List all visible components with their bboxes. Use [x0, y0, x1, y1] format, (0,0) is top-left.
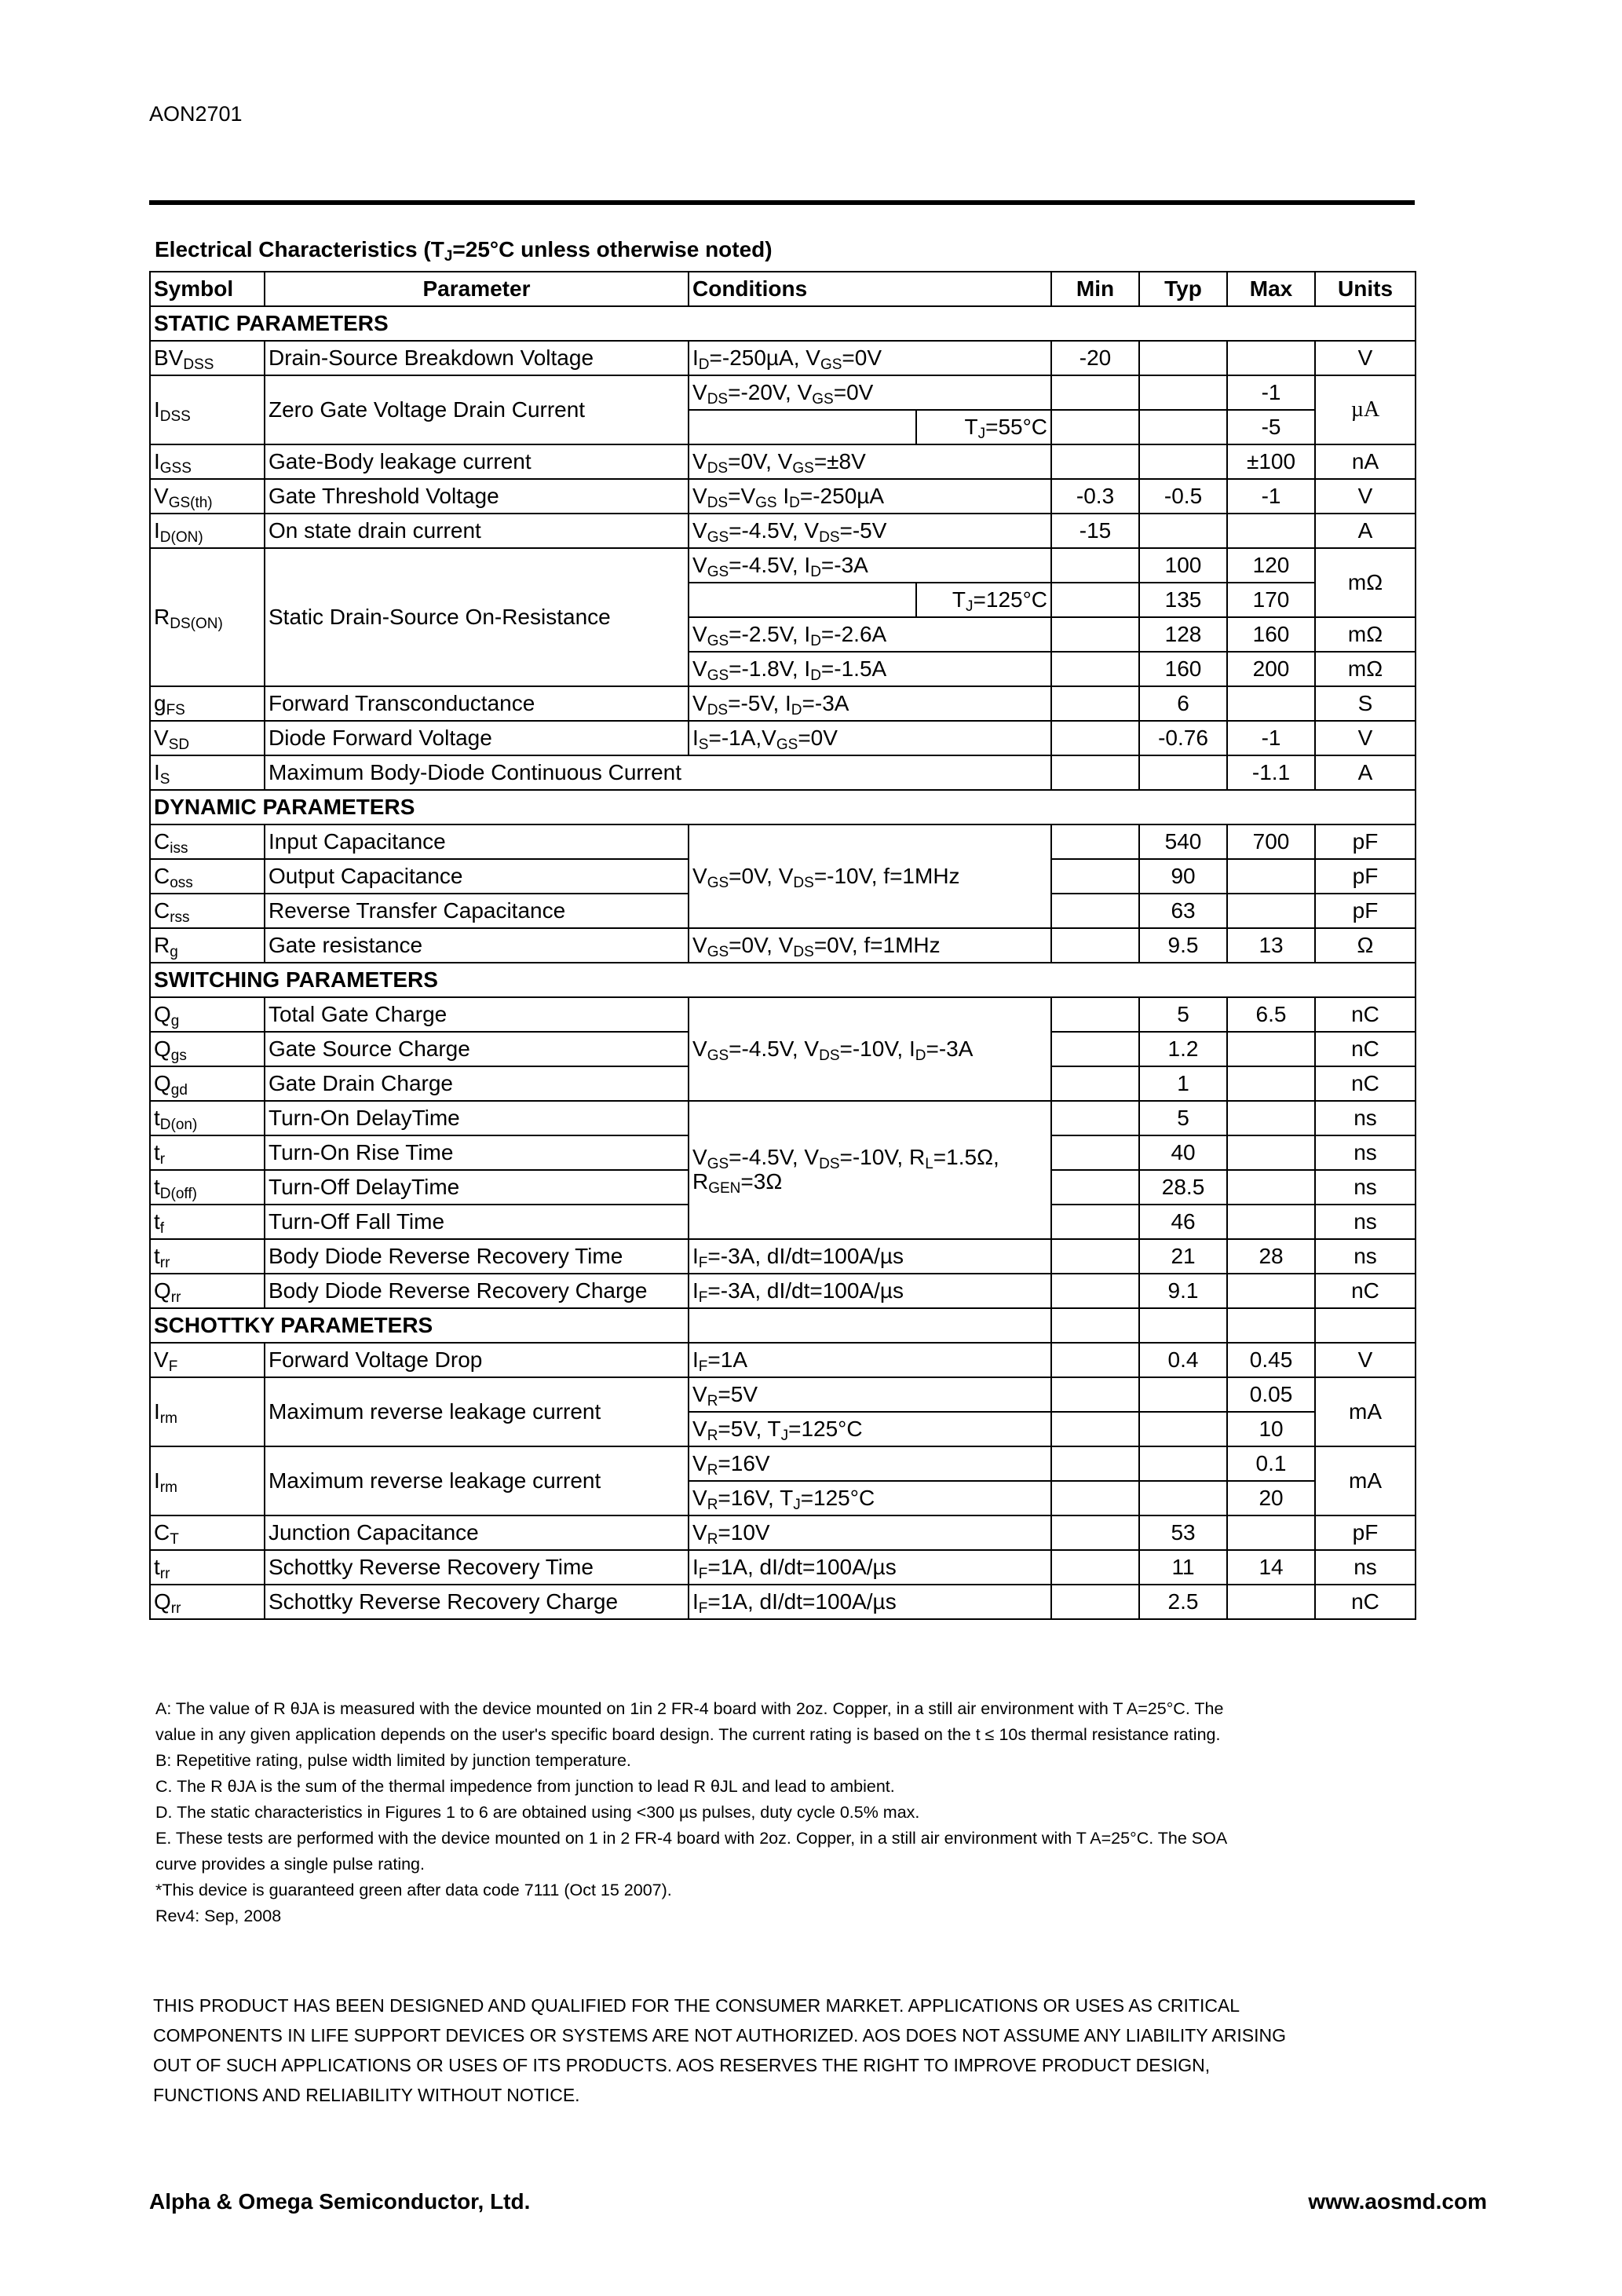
table-cell: $V_R=5V$, $T_J=125^\circ C$ [689, 1412, 1051, 1446]
table-cell: 135 [1139, 583, 1227, 617]
footer-company: Alpha & Omega Semiconductor, Ltd. [149, 2189, 531, 2214]
row-idon [150, 514, 1416, 548]
table-cell: 46 [1139, 1205, 1227, 1239]
table-cell: $V_{DS}=0V$, $V_{GS}=\pm 8V$ [689, 444, 1051, 479]
table-cell: ns [1315, 1205, 1416, 1239]
table-cell [1051, 1308, 1139, 1343]
table-cell: $V_R=16V$, $T_J=125^\circ C$ [689, 1481, 1051, 1515]
row-rg [150, 928, 1416, 963]
table-cell: V [1315, 479, 1416, 514]
table-cell: $C_T$ [150, 1515, 265, 1550]
table-cell: -1 [1227, 721, 1315, 755]
table-cell: $Q_{gd}$ [150, 1066, 265, 1101]
row-gfs [150, 686, 1416, 721]
table-cell [1139, 1481, 1227, 1515]
table-cell [1051, 444, 1139, 479]
table-cell: SCHOTTKY PARAMETERS [150, 1308, 689, 1343]
table-cell: $V_{DS}=V_{GS}$ $I_D=-250\mu A$ [689, 479, 1051, 514]
table-cell [1139, 1308, 1227, 1343]
table-cell [1051, 755, 1139, 790]
table-cell: On state drain current [265, 514, 689, 548]
table-cell: 53 [1139, 1515, 1227, 1550]
table-cell: -0.3 [1051, 479, 1139, 514]
row-is [150, 755, 1416, 790]
table-cell [1051, 617, 1139, 652]
table-cell: µA [1315, 375, 1416, 444]
table-cell: 100 [1139, 548, 1227, 583]
table-cell: nC [1315, 1274, 1416, 1308]
table-cell: $I_{GSS}$ [150, 444, 265, 479]
table-cell [1227, 1066, 1315, 1101]
table-cell: ±100 [1227, 444, 1315, 479]
table-cell: Maximum reverse leakage current [265, 1377, 689, 1446]
table-cell [1227, 1032, 1315, 1066]
table-cell: $V_{DS}=-5V$, $I_D=-3A$ [689, 686, 1051, 721]
col-min: Min [1051, 272, 1139, 306]
table-cell [1051, 824, 1139, 859]
table-cell: $V_{GS}=-4.5V$, $V_{DS}=-10V$, $I_D=-3A$ [689, 997, 1051, 1101]
table-cell: nC [1315, 1032, 1416, 1066]
table-cell: $BV_{DSS}$ [150, 341, 265, 375]
table-cell: A [1315, 755, 1416, 790]
table-cell: $I_{DSS}$ [150, 375, 265, 444]
table-cell [1139, 514, 1227, 548]
table-cell: $R_{DS(ON)}$ [150, 548, 265, 686]
table-cell: Zero Gate Voltage Drain Current [265, 375, 689, 444]
table-cell: nA [1315, 444, 1416, 479]
table-cell: -5 [1227, 410, 1315, 444]
table-cell: 6 [1139, 686, 1227, 721]
table-cell: Gate Source Charge [265, 1032, 689, 1066]
table-cell: $Q_g$ [150, 997, 265, 1032]
table-cell: $t_{rr}$ [150, 1239, 265, 1274]
table-cell: 160 [1227, 617, 1315, 652]
table-cell: ns [1315, 1101, 1416, 1135]
table-cell: $V_R=5V$ [689, 1377, 1051, 1412]
row-bvdss [150, 341, 1416, 375]
table-cell: $I_F=1A$, dI/dt=100A/µs [689, 1585, 1051, 1619]
note-line: D. The static characteristics in Figures 1 to 6 are obtained using <300 µs pulses, duty cycle 0.5% max. [155, 1803, 920, 1822]
table-cell [1051, 1239, 1139, 1274]
table-cell: -0.5 [1139, 479, 1227, 514]
table-cell: STATIC PARAMETERS [150, 306, 1416, 341]
row-vgsth [150, 479, 1416, 514]
table-cell: $I_F=-3A$, dI/dt=100A/µs [689, 1274, 1051, 1308]
table-cell [1051, 1170, 1139, 1205]
table-cell: 13 [1227, 928, 1315, 963]
table-cell [1051, 375, 1139, 410]
table-cell [1051, 894, 1139, 928]
disclaimer: THIS PRODUCT HAS BEEN DESIGNED AND QUALIFIED FOR THE CONSUMER MARKET. APPLICATIONS OR USES AS CRITICAL COMPONENTS IN LIFE SUPPORT DEVICES OR SYSTEMS ARE NOT AUTHORIZED. AOS DOES NOT ASSUME ANY LIABILITY ARISING OUT OF SUCH APPLICATIONS OR USES OF ITS PRODUCTS. AOS RESERVES THE RIGHT TO IMPROVE PRODUCT DESIGN, FUNCTIONS AND RELIABILITY WITHOUT NOTICE. [153, 1995, 1286, 2105]
table-cell: 0.45 [1227, 1343, 1315, 1377]
row-irm1-a [150, 1377, 1416, 1412]
table-cell: Body Diode Reverse Recovery Charge [265, 1274, 689, 1308]
table-cell: $I_F=-3A$, dI/dt=100A/µs [689, 1239, 1051, 1274]
table-cell: -1 [1227, 479, 1315, 514]
note-line: B: Repetitive rating, pulse width limited by junction temperature. [155, 1751, 631, 1770]
table-cell: 170 [1227, 583, 1315, 617]
table-cell: 200 [1227, 652, 1315, 686]
table-cell: 40 [1139, 1135, 1227, 1170]
table-cell: Turn-On DelayTime [265, 1101, 689, 1135]
note-line: Rev4: Sep, 2008 [155, 1907, 282, 1925]
table-cell: Output Capacitance [265, 859, 689, 894]
table-cell: 28.5 [1139, 1170, 1227, 1205]
table-cell [1227, 894, 1315, 928]
table-cell: 90 [1139, 859, 1227, 894]
table-cell [1227, 1205, 1315, 1239]
table-cell: Gate resistance [265, 928, 689, 963]
table-cell: Turn-Off Fall Time [265, 1205, 689, 1239]
table-cell: $t_f$ [150, 1205, 265, 1239]
table-cell: Input Capacitance [265, 824, 689, 859]
table-cell [1051, 410, 1139, 444]
table-cell [1051, 1446, 1139, 1481]
table-cell: 2.5 [1139, 1585, 1227, 1619]
table-cell: 0.1 [1227, 1446, 1315, 1481]
row-idss [150, 375, 1416, 410]
table-cell: -1.1 [1227, 755, 1315, 790]
table-cell [1051, 859, 1139, 894]
table-cell: $R_g$ [150, 928, 265, 963]
table-cell: -15 [1051, 514, 1139, 548]
table-cell: Schottky Reverse Recovery Charge [265, 1585, 689, 1619]
table-cell: 5 [1139, 997, 1227, 1032]
row-irm2-a [150, 1446, 1416, 1481]
table-cell: V [1315, 721, 1416, 755]
table-cell: $V_{GS}=-4.5V$, $V_{DS}=-5V$ [689, 514, 1051, 548]
table-cell [1139, 1377, 1227, 1412]
table-cell [1139, 341, 1227, 375]
table-cell: 9.5 [1139, 928, 1227, 963]
table-cell [1139, 444, 1227, 479]
table-cell [1051, 1550, 1139, 1585]
col-parameter: Parameter [265, 272, 689, 306]
table-cell: 1 [1139, 1066, 1227, 1101]
table-cell: 9.1 [1139, 1274, 1227, 1308]
table-cell [1051, 1481, 1139, 1515]
table-cell [1051, 652, 1139, 686]
row-tdon [150, 1101, 1416, 1135]
note-line: E. These tests are performed with the device mounted on 1 in 2 FR-4 board with 2oz. Copper, in a still air environment with T A=25°C. The SOA [155, 1829, 1228, 1848]
table-cell: $V_{GS(th)}$ [150, 479, 265, 514]
table-cell: S [1315, 686, 1416, 721]
table-cell [1051, 721, 1139, 755]
table-cell: -0.76 [1139, 721, 1227, 755]
table-cell: $g_{FS}$ [150, 686, 265, 721]
table-cell: Gate-Body leakage current [265, 444, 689, 479]
table-cell: $Q_{rr}$ [150, 1585, 265, 1619]
table-cell [689, 583, 916, 617]
table-cell: Gate Drain Charge [265, 1066, 689, 1101]
table-cell: $C_{rss}$ [150, 894, 265, 928]
table-cell: $I_D=-250\mu A$, $V_{GS}=0V$ [689, 341, 1051, 375]
table-cell: 21 [1139, 1239, 1227, 1274]
table-cell: $I_{rm}$ [150, 1446, 265, 1515]
col-units: Units [1315, 272, 1416, 306]
table-cell [1139, 1446, 1227, 1481]
table-cell: $I_{D(ON)}$ [150, 514, 265, 548]
note-line: A: The value of R θJA is measured with the device mounted on 1in 2 FR-4 board with 2oz. Copper, in a still air environment with T A=25°C. The [155, 1699, 1224, 1718]
table-cell [1051, 928, 1139, 963]
row-qrr-schottky [150, 1585, 1416, 1619]
section-schottky [150, 1308, 1416, 1343]
table-header-row [150, 272, 1416, 306]
table-cell: nC [1315, 1585, 1416, 1619]
table-cell [1315, 1308, 1416, 1343]
table-cell: $T_J=125^\circ C$ [916, 583, 1051, 617]
table-cell: $Q_{rr}$ [150, 1274, 265, 1308]
table-cell [1051, 1515, 1139, 1550]
table-cell: $V_{GS}=-2.5V$, $I_D=-2.6A$ [689, 617, 1051, 652]
table-cell: $C_{iss}$ [150, 824, 265, 859]
table-cell [1139, 755, 1227, 790]
table-cell: nC [1315, 1066, 1416, 1101]
table-cell: 0.05 [1227, 1377, 1315, 1412]
table-cell: $V_{GS}=0V$, $V_{DS}=0V$, f=1MHz [689, 928, 1051, 963]
table-cell [1139, 410, 1227, 444]
table-cell: $C_{oss}$ [150, 859, 265, 894]
table-cell: $t_r$ [150, 1135, 265, 1170]
table-cell: 160 [1139, 652, 1227, 686]
table-cell [1227, 514, 1315, 548]
table-cell [1051, 1205, 1139, 1239]
table-cell [1227, 341, 1315, 375]
col-typ: Typ [1139, 272, 1227, 306]
table-cell: Turn-Off DelayTime [265, 1170, 689, 1205]
table-cell: pF [1315, 1515, 1416, 1550]
table-cell: 700 [1227, 824, 1315, 859]
table-cell: mΩ [1315, 617, 1416, 652]
table-cell: Turn-On Rise Time [265, 1135, 689, 1170]
table-cell [1051, 997, 1139, 1032]
table-cell: nC [1315, 997, 1416, 1032]
table-cell: Total Gate Charge [265, 997, 689, 1032]
table-cell: 28 [1227, 1239, 1315, 1274]
table-cell: Diode Forward Voltage [265, 721, 689, 755]
table-cell [1051, 1274, 1139, 1308]
table-cell [1051, 1101, 1139, 1135]
row-vf [150, 1343, 1416, 1377]
table-cell [1051, 1343, 1139, 1377]
table-cell: mA [1315, 1446, 1416, 1515]
col-conditions: Conditions [689, 272, 1051, 306]
table-cell [1051, 686, 1139, 721]
table-cell: pF [1315, 894, 1416, 928]
table-cell: Junction Capacitance [265, 1515, 689, 1550]
table-cell: 20 [1227, 1481, 1315, 1515]
table-cell: V [1315, 1343, 1416, 1377]
table-cell [1051, 1066, 1139, 1101]
col-max: Max [1227, 272, 1315, 306]
table-cell [1051, 1032, 1139, 1066]
row-trr-schottky [150, 1550, 1416, 1585]
footer-url[interactable]: www.aosmd.com [1308, 2189, 1487, 2214]
table-cell: $I_F=1A$ [689, 1343, 1051, 1377]
table-cell: V [1315, 341, 1416, 375]
table-cell: $V_R=16V$ [689, 1446, 1051, 1481]
table-cell: mA [1315, 1377, 1416, 1446]
col-symbol: Symbol [150, 272, 265, 306]
table-cell [1227, 1170, 1315, 1205]
table-cell [1051, 548, 1139, 583]
table-cell: 10 [1227, 1412, 1315, 1446]
table-cell: pF [1315, 824, 1416, 859]
table-cell: 128 [1139, 617, 1227, 652]
table-cell: Reverse Transfer Capacitance [265, 894, 689, 928]
table-cell: Forward Voltage Drop [265, 1343, 689, 1377]
table-cell [1227, 1101, 1315, 1135]
section-switching [150, 963, 1416, 997]
electrical-characteristics-table [149, 271, 1416, 1620]
table-cell: 120 [1227, 548, 1315, 583]
table-cell: Static Drain-Source On-Resistance [265, 548, 689, 686]
table-cell: mΩ [1315, 548, 1416, 617]
table-cell: Schottky Reverse Recovery Time [265, 1550, 689, 1585]
table-cell: $t_{D(off)}$ [150, 1170, 265, 1205]
table-cell [689, 410, 916, 444]
table-cell: -1 [1227, 375, 1315, 410]
table-cell [1051, 1585, 1139, 1619]
table-cell: $I_F=1A$, dI/dt=100A/µs [689, 1550, 1051, 1585]
table-cell: 540 [1139, 824, 1227, 859]
table-cell: $I_S=-1A,V_{GS}=0V$ [689, 721, 1051, 755]
table-cell [1227, 686, 1315, 721]
table-cell [1227, 1585, 1315, 1619]
table-cell [1051, 1412, 1139, 1446]
table-cell: ns [1315, 1239, 1416, 1274]
table-cell: 14 [1227, 1550, 1315, 1585]
table-cell: SWITCHING PARAMETERS [150, 963, 1416, 997]
table-cell: $V_{GS}=-4.5V$, $V_{DS}=-10V$, $R_L=1.5\Omega$, $R_{GEN}=3\Omega$ [689, 1101, 1051, 1239]
table-cell: 5 [1139, 1101, 1227, 1135]
row-qg [150, 997, 1416, 1032]
table-cell: $I_S$ [150, 755, 265, 790]
table-cell: $I_{rm}$ [150, 1377, 265, 1446]
table-cell: mΩ [1315, 652, 1416, 686]
table-cell: $V_{GS}=0V$, $V_{DS}=-10V$, f=1MHz [689, 824, 1051, 928]
table-cell: -20 [1051, 341, 1139, 375]
table-cell: 6.5 [1227, 997, 1315, 1032]
table-cell: $V_R=10V$ [689, 1515, 1051, 1550]
table-cell: 11 [1139, 1550, 1227, 1585]
note-line: C. The R θJA is the sum of the thermal impedence from junction to lead R θJL and lead to ambient. [155, 1777, 895, 1796]
footnotes [155, 1696, 1419, 1929]
table-cell: 1.2 [1139, 1032, 1227, 1066]
table-cell: $V_{GS}=-1.8V$, $I_D=-1.5A$ [689, 652, 1051, 686]
table-cell [1227, 1515, 1315, 1550]
row-trr [150, 1239, 1416, 1274]
table-cell: ns [1315, 1135, 1416, 1170]
table-cell: Body Diode Reverse Recovery Time [265, 1239, 689, 1274]
table-cell: $V_{GS}=-4.5V$, $I_D=-3A$ [689, 548, 1051, 583]
table-cell [1227, 1135, 1315, 1170]
table-cell: 63 [1139, 894, 1227, 928]
table-cell [1051, 1135, 1139, 1170]
table-cell: $Q_{gs}$ [150, 1032, 265, 1066]
table-cell: DYNAMIC PARAMETERS [150, 790, 1416, 824]
table-cell [1139, 375, 1227, 410]
table-cell [689, 1308, 1051, 1343]
table-cell: Maximum Body-Diode Continuous Current [265, 755, 1051, 790]
table-cell [1227, 1308, 1315, 1343]
table-cell: Ω [1315, 928, 1416, 963]
row-qrr [150, 1274, 1416, 1308]
row-igss [150, 444, 1416, 479]
table-cell: $V_{DS}=-20V$, $V_{GS}=0V$ [689, 375, 1051, 410]
table-cell [1139, 1412, 1227, 1446]
section-dynamic [150, 790, 1416, 824]
note-line: *This device is guaranteed green after data code 7111 (Oct 15 2007). [155, 1881, 672, 1899]
note-line: value in any given application depends on the user's specific board design. The current rating is based on the t ≤ 10s thermal resistance rating. [155, 1725, 1221, 1744]
section-static [150, 306, 1416, 341]
note-line: curve provides a single pulse rating. [155, 1855, 425, 1874]
row-ciss [150, 824, 1416, 859]
table-cell: A [1315, 514, 1416, 548]
table-cell: $t_{D(on)}$ [150, 1101, 265, 1135]
table-cell: Gate Threshold Voltage [265, 479, 689, 514]
table-title: Electrical Characteristics ($T_J=25^\circ C$ unless otherwise noted) [155, 237, 773, 265]
table-cell [1051, 1377, 1139, 1412]
header-rule [149, 200, 1415, 205]
row-vsd [150, 721, 1416, 755]
table-cell: Forward Transconductance [265, 686, 689, 721]
table-cell [1227, 859, 1315, 894]
row-rdson-1 [150, 548, 1416, 583]
table-cell: pF [1315, 859, 1416, 894]
table-cell: ns [1315, 1170, 1416, 1205]
table-cell: Maximum reverse leakage current [265, 1446, 689, 1515]
row-ct [150, 1515, 1416, 1550]
table-cell: ns [1315, 1550, 1416, 1585]
table-cell: $V_F$ [150, 1343, 265, 1377]
table-cell: Drain-Source Breakdown Voltage [265, 341, 689, 375]
table-cell: $t_{rr}$ [150, 1550, 265, 1585]
table-cell [1227, 1274, 1315, 1308]
part-number: AON2701 [149, 102, 243, 126]
table-cell: $V_{SD}$ [150, 721, 265, 755]
table-cell: 0.4 [1139, 1343, 1227, 1377]
table-cell [1051, 583, 1139, 617]
table-cell: $T_J=55^\circ C$ [916, 410, 1051, 444]
